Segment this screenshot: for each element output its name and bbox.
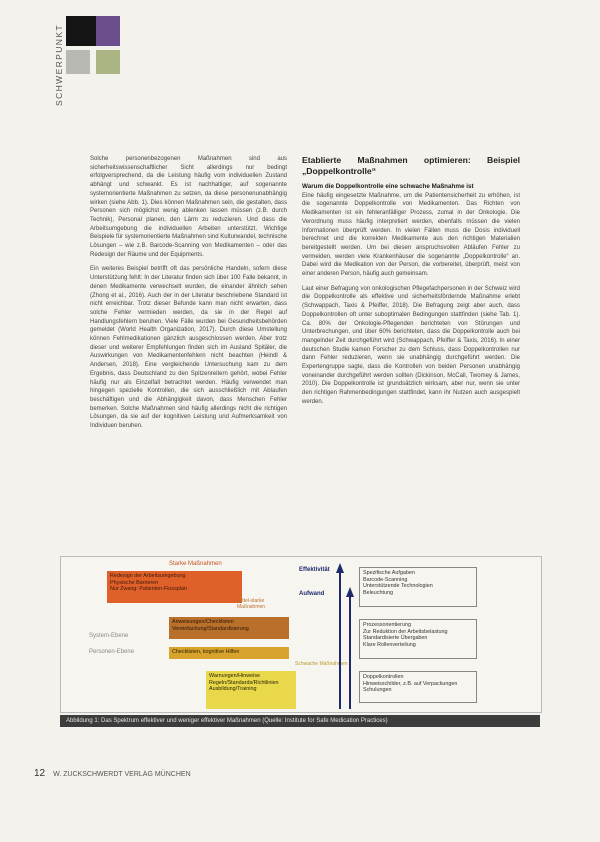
page-number: 12	[34, 768, 46, 779]
right-paragraph-1	[302, 183, 520, 279]
right-column	[302, 155, 520, 413]
section-heading: Etablierte Maßnahmen optimieren: Beispiel „Doppelkontrolle“	[302, 155, 520, 176]
figure	[60, 556, 542, 713]
mid-measures-box: Anweisungen/Checklisten Vereinfachung/Standardisierung	[169, 617, 289, 639]
figure-title-mid: Mittel-starke Maßnahmen	[237, 598, 266, 610]
right-paragraph-2: Laut einer Befragung von onkologischen Pflegefachpersonen in der Schweiz wird die Doppelkontrolle als effektive und sicherheitsfördernde Maßnahme erlebt (Schwappach, Taxis & Pfeiffer, 2018). Die Befragung zeigt aber auch, dass Doppelkontrollen oft unter suboptimalen Bedingungen stattfinden (siehe Tab. 1). Ca. 80% der Onkologie-Pflegenden berichteten von Störungen und Unterbrechungen, und über 60% berichteten, dass die Doppelkontrolle auch bei mangelnder Zeit durchgeführt wird (Schwappach, Pfeiffer & Taxis, 2016). In einer deutschen Studie kamen Forscher zu dem Schluss, dass Doppelkontrollen nur dann Fehler reduzieren, wenn sie unabhängig durchgeführt werden. Die Expertengruppe sagte, dass die Kontrollen von beiden Personen unabhängig voneinander durchgeführt werden sollten (Dickinson, McCall, Twomey & James, 2010). Die Doppelkontrolle ist grundsätzlich wirksam, aber nur, wenn sie unter den richtigen Rahmenbedingungen stattfindet, kann ihr Nutzen auch ausgespielt werden.	[302, 285, 520, 405]
figure-caption: Abbildung 1: Das Spektrum effektiver und weniger effektiver Maßnahmen (Quelle: Institute for Safe Medication Practices)	[60, 715, 540, 727]
color-square-grey	[66, 50, 90, 74]
figure-title-weak: Schwache Maßnahmen	[295, 661, 348, 667]
left-column	[90, 155, 287, 437]
right-box-mid: Prozessorientierung Zur Reduktion der Arbeitsbelastung Standardisierte Übergaben Klare Rollenverteilung	[359, 619, 477, 659]
effect-arrow-icon	[336, 563, 356, 711]
section-label: SCHWERPUNKT	[54, 24, 64, 106]
arrow-effect-label: Effektivität	[299, 567, 330, 573]
subheading: Warum die Doppelkontrolle eine schwache Maßnahme ist	[302, 183, 474, 190]
left-paragraph-2: Ein weiteres Beispiel betrifft oft das persönliche Handeln, sofern diese Unterstützung fehlt: In der Literatur finden sich über 100 Falle bekannt, in denen Medikamente verwechselt wurden, die einander ähnlich sehen (Zhong et al., 2016). Auch der in der Literatur beschriebene Standard ist nicht erreichbar. Trotz dieser Befunde kann man nicht erwarten, dass solche Fehler vermieden werden, da sie in der Regel auf Handlungsfehlern beruhen. Viele Fälle wurden bei Gesundheitsbehörden gemeldet (World Health Organization, 2017). Durch diese Umstellung können Fehlmedikationen gänzlich ausgeschlossen werden. Aber trotz dieser und weiterer Empfehlungen finden sich im Ausland Spitäler, die Auswirkungen von Medikamentenfehlern nicht beachten (Heindl & Andersen, 2018). Eine vergleichende Untersuchung kam zu dem Ergebnis, dass Deutschland zu den Spitzenreitern gehört, wobei Fehler häufig nur als Einzelfall betrachtet werden. Häufig verwendet man hingegen spezielle Kontrollen, die sich ausschließlich mit Ablaufen beschäftigen und die Abhängigkeit davon, dass Menschen Fehler bemerken. Solche Maßnahmen sind häufig allerdings nicht die richtigen Lösungen, da sie auf der kognitiven Leistung und Aufmerksamkeit von Individuen beruhen.	[90, 266, 287, 430]
publisher-name: W. ZUCKSCHWERDT VERLAG MÜNCHEN	[53, 771, 191, 778]
right-paragraph-1-text: Eine häufig eingesetzte Maßnahme, um die Patientensicherheit zu erhöhen, ist die sogenannte Doppelkontrolle von Medikamenten. Das Richten von Medikamenten ist ein fehleranfälliger Prozess, zumal in der Onkologie. Die Verordnung muss häufig interpretiert werden, ebenfalls müssen die vielen Informationen überprüft werden. In vielen Fällen muss die Dosis individuell berechnet und die korrekten Medikamente aus den richtigen Materialien bereitgestellt werden. Um bei diesen anspruchsvollen Abläufen Fehler zu vermeiden, werden viele Krankenhäuser die sogenannte „Doppelkontrolle“ an. Dabei wird die Medikation von der Person, die vorbereitet, überprüft, meist von einer anderen Person, häufig auch gemeinsam.	[302, 192, 520, 278]
arrow-effort-label: Aufwand	[299, 591, 325, 597]
mid2-measures-box: Checklisten, kognitive Hilfen	[169, 647, 289, 659]
color-square-black	[66, 16, 96, 46]
label-system-level: System-Ebene	[89, 633, 129, 639]
strong-measures-box: Redesign der Arbeitsumgebung Physische Barrieren Nur Zwang: Patienten-Flussplan	[107, 571, 242, 603]
right-box-weak: Doppelkontrollen Hinweisschilder, z.B. auf Verpackungen Schulungen	[359, 671, 477, 703]
footer	[34, 768, 191, 779]
figure-title-strong: Starke Maßnahmen	[169, 561, 222, 567]
weak-measures-box: Warnungen/Hinweise Regeln/Standards/Richtlinien Ausbildung/Training	[206, 671, 296, 709]
color-square-green	[96, 50, 120, 74]
label-person-level: Personen-Ebene	[89, 649, 135, 655]
right-box-strong: Spezifische Aufgaben Barcode-Scanning Unterstützende Technologien Beleuchtung	[359, 567, 477, 607]
color-square-purple	[96, 16, 120, 46]
left-paragraph-1: Solche personenbezogenen Maßnahmen sind aus sicherheitswissenschaftlicher Sicht allerdings nur bedingt erfolgversprechend, da die Leistung häufig vom individuellen Zustand abhängt und schwankt. Es ist nachhaltiger, auf sogenannte systemorientierte Maßnahmen zu setzen, da diese personenunabhängig wirken (siehe Abb. 1). Dies können Maßnahmen sein, die gestalten, dass Personen sich möglichst wenig ablenken lassen müssen (z.B. durch Technik), Personal planen, den Lärm zu reduzieren. Und dass die Arbeitsumgebung die individuellen Arbeiten unterstützt. Wichtige Beispiele für systemorientierte Maßnahmen sind Kulturwandel, technische Lösungen – wie z.B. Barcode-Scanning von Medikamenten – oder das Redesign der Räume und der Equipments.	[90, 156, 287, 258]
